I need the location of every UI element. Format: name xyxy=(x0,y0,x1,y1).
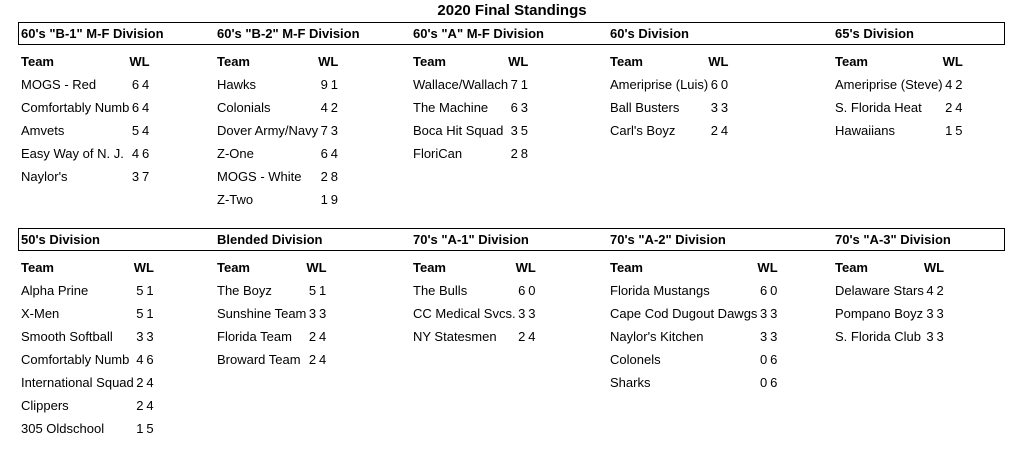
table-row xyxy=(410,302,536,325)
losses-value: 1 xyxy=(146,305,154,321)
losses-value: 1 xyxy=(319,282,327,298)
losses-value: 2 xyxy=(955,76,963,92)
column-header-team: Team xyxy=(835,259,868,275)
wins-value: 4 xyxy=(320,99,328,115)
table-header-row xyxy=(18,50,150,73)
table-row xyxy=(410,279,536,302)
team-name: MOGS - White xyxy=(217,168,302,184)
division-title: 60's Division xyxy=(610,26,689,41)
column-header-team: Team xyxy=(610,259,643,275)
team-name: Ameriprise (Luis) xyxy=(610,76,709,92)
table-row xyxy=(832,302,944,325)
division-title: 70's "A-2" Division xyxy=(610,232,726,247)
wins-value: 9 xyxy=(320,76,328,92)
table-row xyxy=(18,325,154,348)
table-row xyxy=(832,73,963,96)
wins-value: 6 xyxy=(710,76,718,92)
team-name: S. Florida Heat xyxy=(835,99,922,115)
losses-value: 5 xyxy=(520,122,528,138)
column-header-losses: L xyxy=(330,53,339,69)
wins-value: 1 xyxy=(945,122,953,138)
table-row xyxy=(214,302,327,325)
wins-value: 4 xyxy=(926,282,934,298)
team-name: The Boyz xyxy=(217,282,272,298)
losses-value: 3 xyxy=(146,328,154,344)
wins-value: 6 xyxy=(518,282,526,298)
table-row xyxy=(18,302,154,325)
team-name: Amvets xyxy=(21,122,65,138)
team-name: Florida Mustangs xyxy=(610,282,710,298)
column-header-team: Team xyxy=(413,259,446,275)
wins-value: 6 xyxy=(320,145,328,161)
wins-value: 6 xyxy=(131,76,140,92)
table-row xyxy=(607,279,778,302)
losses-value: 1 xyxy=(146,282,154,298)
table-row xyxy=(832,96,963,119)
wins-value: 5 xyxy=(308,282,317,298)
table-row xyxy=(832,279,944,302)
wins-value: 2 xyxy=(710,122,718,138)
table-header-row xyxy=(832,50,963,73)
table-row xyxy=(18,394,154,417)
losses-value: 0 xyxy=(528,282,536,298)
table-row xyxy=(607,302,778,325)
division-title: 50's Division xyxy=(21,232,100,247)
table-row xyxy=(214,96,338,119)
wins-value: 2 xyxy=(136,397,144,413)
team-name: Alpha Prine xyxy=(21,282,89,298)
team-name: X-Men xyxy=(21,305,60,321)
wins-value: 6 xyxy=(759,282,768,298)
team-name: Naylor's xyxy=(21,168,68,184)
team-name: Colonels xyxy=(610,351,661,367)
team-name: Sunshine Team xyxy=(217,305,307,321)
losses-value: 5 xyxy=(955,122,963,138)
table-row xyxy=(607,119,728,142)
column-header-losses: L xyxy=(769,259,778,275)
division-title: Blended Division xyxy=(217,232,323,247)
table-row xyxy=(607,96,728,119)
column-header-team: Team xyxy=(413,53,446,69)
team-name: NY Statesmen xyxy=(413,328,497,344)
wins-value: 1 xyxy=(136,420,144,436)
team-name: Carl's Boyz xyxy=(610,122,676,138)
losses-value: 6 xyxy=(770,351,778,367)
division-title: 60's "B-1" M-F Division xyxy=(21,26,164,41)
wins-value: 0 xyxy=(759,351,768,367)
wins-value: 5 xyxy=(136,305,144,321)
column-header-team: Team xyxy=(610,53,643,69)
wins-value: 4 xyxy=(945,76,953,92)
column-header-wins: W xyxy=(923,259,937,275)
column-header-wins: W xyxy=(318,53,331,69)
team-name: Pompano Boyz xyxy=(835,305,924,321)
team-name: MOGS - Red xyxy=(21,76,97,92)
wins-value: 3 xyxy=(308,305,317,321)
losses-value: 0 xyxy=(770,282,778,298)
column-header-losses: L xyxy=(146,259,154,275)
wins-value: 3 xyxy=(710,99,718,115)
losses-value: 8 xyxy=(520,145,528,161)
wins-value: 1 xyxy=(320,191,328,207)
team-name: Delaware Stars xyxy=(835,282,924,298)
losses-value: 2 xyxy=(936,282,944,298)
column-header-losses: L xyxy=(520,53,529,69)
standings-table xyxy=(214,50,338,211)
losses-value: 4 xyxy=(142,76,150,92)
table-row xyxy=(214,188,338,211)
losses-value: 4 xyxy=(146,374,154,390)
team-name: Hawks xyxy=(217,76,257,92)
table-row xyxy=(607,73,728,96)
team-name: Ameriprise (Steve) xyxy=(835,76,943,92)
table-row xyxy=(18,73,150,96)
losses-value: 3 xyxy=(770,305,778,321)
wins-value: 2 xyxy=(308,328,317,344)
column-header-wins: W xyxy=(708,53,721,69)
column-header-wins: W xyxy=(129,53,142,69)
column-header-losses: L xyxy=(141,53,150,69)
team-name: Wallace/Wallach xyxy=(413,76,509,92)
wins-value: 3 xyxy=(926,328,934,344)
team-name: Colonials xyxy=(217,99,271,115)
column-header-losses: L xyxy=(954,53,963,69)
team-name: Broward Team xyxy=(217,351,301,367)
table-row xyxy=(18,348,154,371)
column-header-losses: L xyxy=(720,53,729,69)
table-row xyxy=(214,279,327,302)
losses-value: 4 xyxy=(142,99,150,115)
column-header-team: Team xyxy=(21,53,54,69)
table-row xyxy=(214,119,338,142)
team-name: Easy Way of N. J. xyxy=(21,145,124,161)
table-row xyxy=(410,73,528,96)
table-row xyxy=(18,371,154,394)
losses-value: 4 xyxy=(146,397,154,413)
table-header-row xyxy=(214,50,338,73)
table-row xyxy=(214,325,327,348)
losses-value: 1 xyxy=(330,76,339,92)
table-header-row xyxy=(18,256,154,279)
team-name: Clippers xyxy=(21,397,69,413)
wins-value: 6 xyxy=(131,99,140,115)
table-row xyxy=(18,279,154,302)
team-name: Sharks xyxy=(610,374,651,390)
losses-value: 7 xyxy=(142,168,150,184)
column-header-team: Team xyxy=(835,53,868,69)
team-name: Ball Busters xyxy=(610,99,680,115)
wins-value: 3 xyxy=(518,305,526,321)
table-row xyxy=(410,96,528,119)
standings-table xyxy=(18,50,150,188)
losses-value: 4 xyxy=(528,328,536,344)
standings-table xyxy=(214,256,327,371)
standings-table xyxy=(607,50,728,142)
table-row xyxy=(18,119,150,142)
column-header-wins: W xyxy=(942,53,955,69)
column-header-losses: L xyxy=(936,259,945,275)
team-name: S. Florida Club xyxy=(835,328,921,344)
losses-value: 8 xyxy=(330,168,339,184)
table-row xyxy=(18,165,150,188)
wins-value: 2 xyxy=(136,374,144,390)
column-header-wins: W xyxy=(133,259,147,275)
wins-value: 2 xyxy=(510,145,518,161)
losses-value: 4 xyxy=(319,351,327,367)
wins-value: 4 xyxy=(136,351,144,367)
wins-value: 3 xyxy=(759,305,768,321)
wins-value: 2 xyxy=(945,99,953,115)
table-row xyxy=(607,348,778,371)
division-title: 60's "A" M-F Division xyxy=(413,26,544,41)
losses-value: 3 xyxy=(936,328,944,344)
page-title: 2020 Final Standings xyxy=(437,2,587,19)
losses-value: 2 xyxy=(330,99,339,115)
wins-value: 7 xyxy=(320,122,328,138)
losses-value: 4 xyxy=(142,122,150,138)
column-header-team: Team xyxy=(217,259,250,275)
team-name: Dover Army/Navy xyxy=(217,122,319,138)
losses-value: 3 xyxy=(936,305,944,321)
losses-value: 5 xyxy=(146,420,154,436)
losses-value: 6 xyxy=(770,374,778,390)
table-row xyxy=(214,73,338,96)
losses-value: 4 xyxy=(319,328,327,344)
column-header-wins: W xyxy=(515,259,528,275)
standings-table xyxy=(18,256,154,440)
table-row xyxy=(214,142,338,165)
table-row xyxy=(410,119,528,142)
division-title: 70's "A-1" Division xyxy=(413,232,529,247)
standings-table xyxy=(832,50,963,142)
losses-value: 3 xyxy=(770,328,778,344)
team-name: Boca Hit Squad xyxy=(413,122,504,138)
table-header-row xyxy=(607,256,778,279)
table-header-row xyxy=(410,50,528,73)
team-name: The Machine xyxy=(413,99,489,115)
table-row xyxy=(607,325,778,348)
team-name: FloriCan xyxy=(413,145,463,161)
division-title: 70's "A-3" Division xyxy=(835,232,951,247)
wins-value: 6 xyxy=(510,99,518,115)
losses-value: 6 xyxy=(142,145,150,161)
team-name: Naylor's Kitchen xyxy=(610,328,704,344)
standings-table xyxy=(607,256,778,394)
table-header-row xyxy=(607,50,728,73)
division-title: 65's Division xyxy=(835,26,914,41)
team-name: International Squad xyxy=(21,374,134,390)
column-header-wins: W xyxy=(306,259,319,275)
team-name: Florida Team xyxy=(217,328,292,344)
column-header-wins: W xyxy=(757,259,770,275)
wins-value: 7 xyxy=(510,76,518,92)
standings-table xyxy=(832,256,944,348)
table-row xyxy=(214,348,327,371)
table-row xyxy=(410,142,528,165)
losses-value: 3 xyxy=(528,305,536,321)
table-row xyxy=(832,325,944,348)
table-row xyxy=(18,142,150,165)
losses-value: 4 xyxy=(955,99,963,115)
wins-value: 5 xyxy=(131,122,140,138)
wins-value: 5 xyxy=(136,282,144,298)
losses-value: 9 xyxy=(330,191,339,207)
wins-value: 2 xyxy=(308,351,317,367)
wins-value: 0 xyxy=(759,374,768,390)
column-header-losses: L xyxy=(527,259,536,275)
losses-value: 3 xyxy=(330,122,339,138)
standings-table xyxy=(410,50,528,165)
division-title: 60's "B-2" M-F Division xyxy=(217,26,360,41)
table-row xyxy=(18,417,154,440)
losses-value: 4 xyxy=(720,122,729,138)
wins-value: 2 xyxy=(518,328,526,344)
wins-value: 2 xyxy=(320,168,328,184)
team-name: Hawaiians xyxy=(835,122,895,138)
table-header-row xyxy=(214,256,327,279)
wins-value: 3 xyxy=(136,328,144,344)
team-name: 305 Oldschool xyxy=(21,420,105,436)
team-name: Comfortably Numb xyxy=(21,351,130,367)
losses-value: 3 xyxy=(319,305,327,321)
wins-value: 3 xyxy=(131,168,140,184)
losses-value: 3 xyxy=(720,99,729,115)
wins-value: 3 xyxy=(510,122,518,138)
team-name: Smooth Softball xyxy=(21,328,113,344)
wins-value: 3 xyxy=(759,328,768,344)
wins-value: 3 xyxy=(926,305,934,321)
table-row xyxy=(607,371,778,394)
standings-table xyxy=(410,256,536,348)
team-name: Z-One xyxy=(217,145,254,161)
table-row xyxy=(214,165,338,188)
team-name: The Bulls xyxy=(413,282,468,298)
losses-value: 4 xyxy=(330,145,339,161)
wins-value: 4 xyxy=(131,145,140,161)
column-header-team: Team xyxy=(21,259,54,275)
table-row xyxy=(18,96,150,119)
table-header-row xyxy=(832,256,944,279)
team-name: CC Medical Svcs. xyxy=(413,305,516,321)
table-header-row xyxy=(410,256,536,279)
team-name: Z-Two xyxy=(217,191,254,207)
column-header-losses: L xyxy=(318,259,327,275)
column-header-team: Team xyxy=(217,53,250,69)
column-header-wins: W xyxy=(508,53,521,69)
losses-value: 1 xyxy=(520,76,528,92)
team-name: Cape Cod Dugout Dawgs xyxy=(610,305,758,321)
losses-value: 6 xyxy=(146,351,154,367)
team-name: Comfortably Numb xyxy=(21,99,130,115)
losses-value: 3 xyxy=(520,99,528,115)
table-row xyxy=(410,325,536,348)
table-row xyxy=(832,119,963,142)
losses-value: 0 xyxy=(720,76,729,92)
